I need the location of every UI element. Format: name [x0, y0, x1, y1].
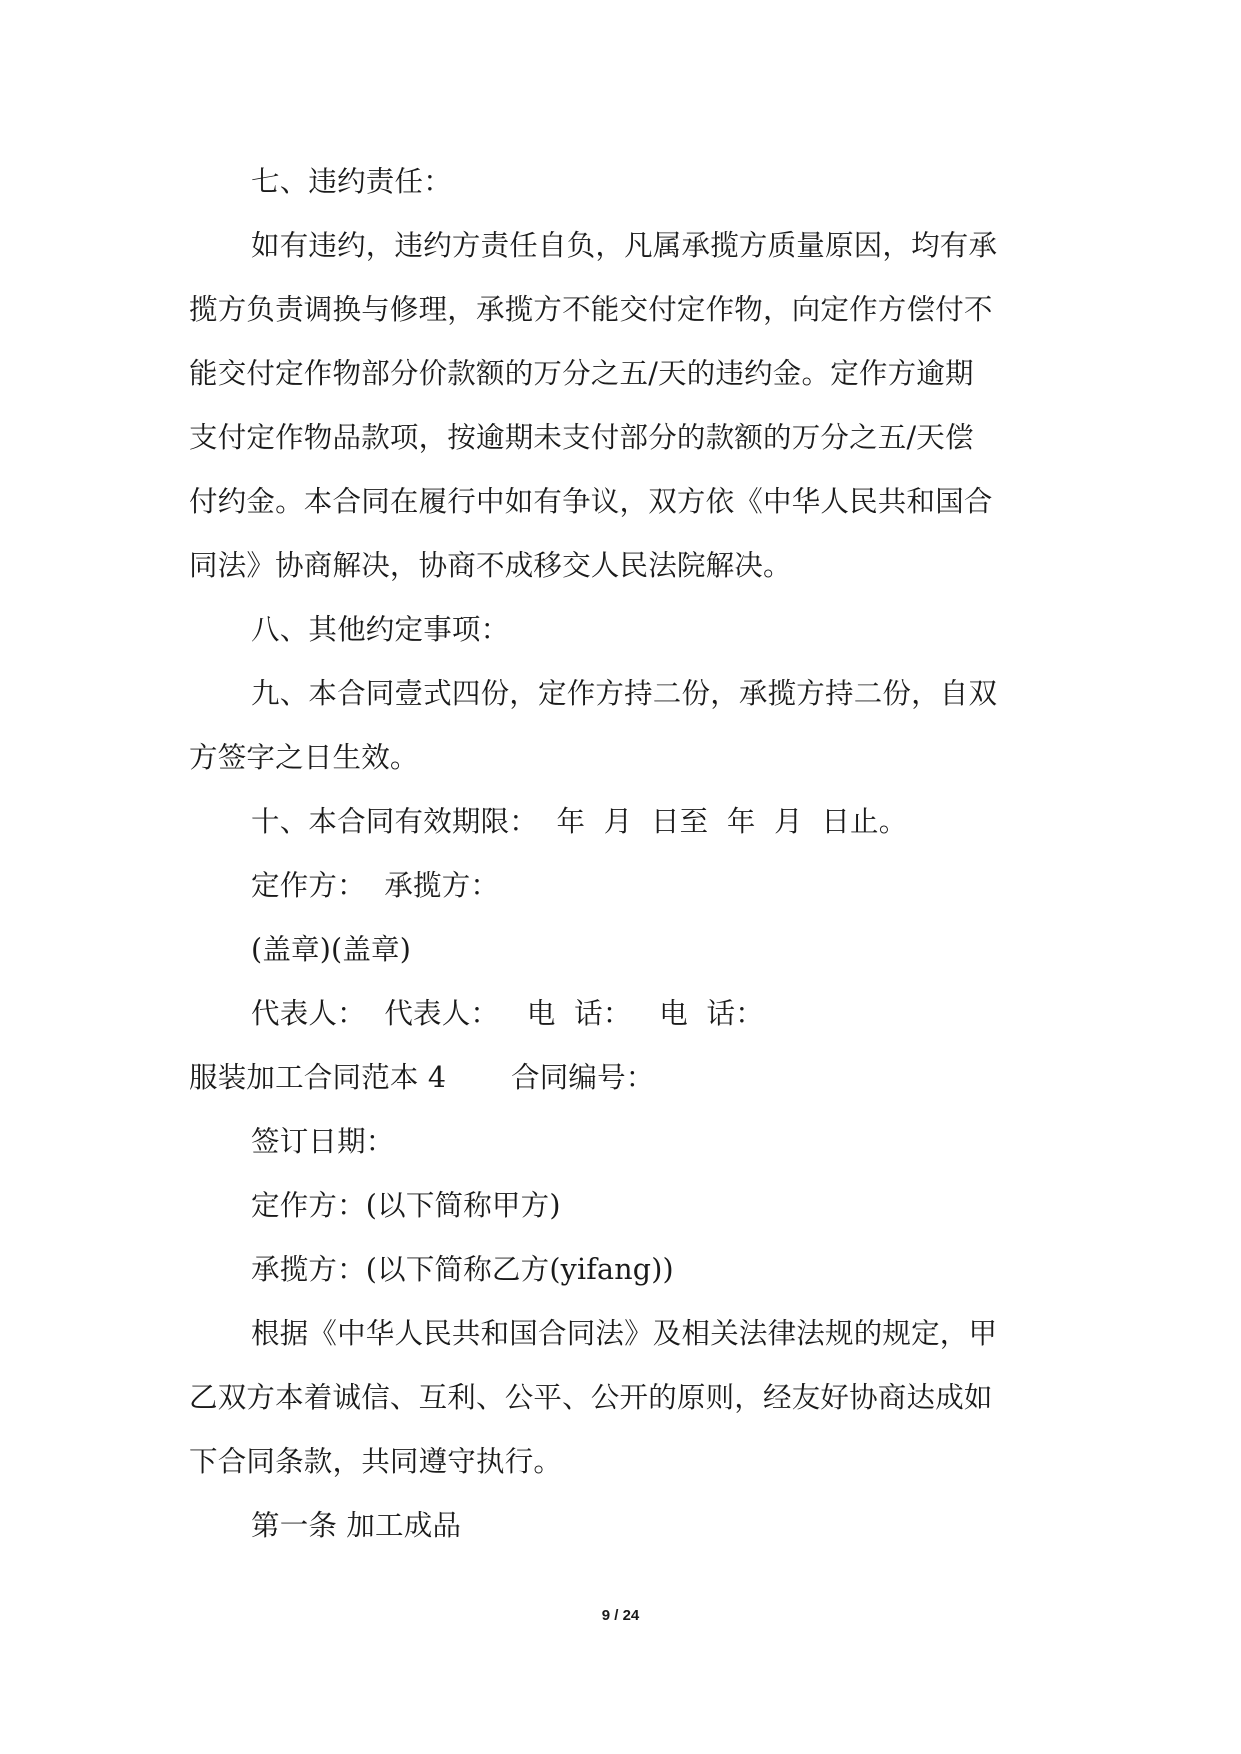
party-a-line: 定作方：(以下简称甲方): [251, 1189, 561, 1222]
section-heading-other-matters: 八、其他约定事项：: [251, 613, 510, 646]
seal-line: (盖章)(盖章): [251, 933, 412, 966]
signing-date-line: 签订日期：: [251, 1125, 395, 1158]
paragraph-line: 根据《中华人民共和国合同法》及相关法律法规的规定，甲: [251, 1317, 998, 1350]
party-b-line: 承揽方：(以下简称乙方(yifang)): [251, 1253, 674, 1286]
validity-period-line: 十、本合同有效期限： 年 月 日至 年 月 日止。: [251, 805, 908, 838]
section-heading-breach-liability: 七、违约责任：: [251, 165, 452, 198]
contract-title-line: 服装加工合同范本 4 合同编号：: [189, 1061, 655, 1094]
paragraph-line: 支付定作物品款项，按逾期未支付部分的款额的万分之五/天偿: [189, 421, 974, 454]
paragraph-line: 九、本合同壹式四份，定作方持二份，承揽方持二份，自双: [251, 677, 998, 710]
parties-line: 定作方： 承揽方：: [251, 869, 500, 902]
paragraph-line: 揽方负责调换与修理，承揽方不能交付定作物，向定作方偿付不: [189, 293, 993, 326]
article-heading: 第一条 加工成品: [251, 1509, 462, 1542]
paragraph-line: 如有违约，违约方责任自负，凡属承揽方质量原因，均有承: [251, 229, 998, 262]
paragraph-line: 同法》协商解决，协商不成移交人民法院解决。: [189, 549, 792, 582]
paragraph-line: 乙双方本着诚信、互利、公平、公开的原则，经友好协商达成如: [189, 1381, 993, 1414]
page-number: 9 / 24: [601, 1607, 640, 1624]
representative-phone-line: 代表人： 代表人： 电 话： 电 话：: [251, 997, 764, 1030]
paragraph-line: 方签字之日生效。: [189, 741, 419, 774]
paragraph-line: 付约金。本合同在履行中如有争议，双方依《中华人民共和国合: [189, 485, 993, 518]
paragraph-line: 下合同条款，共同遵守执行。: [189, 1445, 563, 1478]
paragraph-line: 能交付定作物部分价款额的万分之五/天的违约金。定作方逾期: [189, 357, 974, 390]
